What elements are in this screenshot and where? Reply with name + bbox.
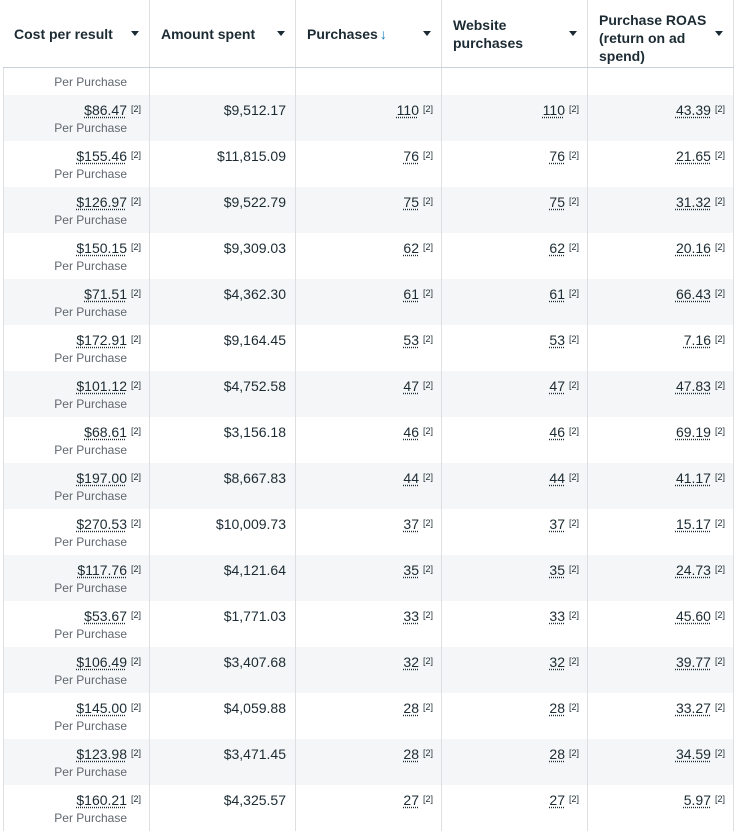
website-purchases-value[interactable]: 44 xyxy=(549,470,565,486)
purchase-roas-value[interactable]: 47.83 xyxy=(675,378,711,394)
footnote-marker[interactable]: [2] xyxy=(568,288,579,298)
cost-per-result-value[interactable]: $155.46 xyxy=(76,148,127,164)
purchase-roas-cell xyxy=(588,279,734,325)
purchases-value[interactable]: 35 xyxy=(403,562,419,578)
amount-spent-value: $1,771.03 xyxy=(223,608,286,624)
footnote-marker[interactable]: [2] xyxy=(568,196,579,206)
amount-spent-cell xyxy=(150,325,296,371)
purchases-cell xyxy=(296,95,442,141)
website-purchases-cell xyxy=(442,463,588,509)
cost-per-result-value[interactable]: $172.91 xyxy=(76,332,127,348)
footnote-marker[interactable]: [2] xyxy=(422,334,433,344)
footnote-marker[interactable]: [2] xyxy=(422,656,433,666)
amount-spent-cell xyxy=(150,693,296,739)
amount-spent-cell xyxy=(150,739,296,785)
amount-spent-value: $9,512.17 xyxy=(223,102,286,118)
result-type-label: Per Purchase xyxy=(54,673,127,687)
website-purchases-cell xyxy=(442,693,588,739)
cost-per-result-cell xyxy=(3,555,150,601)
cost-per-result-cell xyxy=(3,325,150,371)
footnote-marker[interactable]: [2] xyxy=(568,748,579,758)
footnote-marker[interactable]: [2] xyxy=(714,748,725,758)
website-purchases-value[interactable]: 33 xyxy=(549,608,565,624)
purchases-cell xyxy=(296,417,442,463)
footnote-marker[interactable]: [2] xyxy=(714,380,725,390)
cost-per-result-value[interactable]: $270.53 xyxy=(76,516,127,532)
purchase-roas-cell xyxy=(588,371,734,417)
table-row[interactable] xyxy=(3,279,734,325)
result-type-label: Per Purchase xyxy=(54,305,127,319)
purchase-roas-cell xyxy=(588,141,734,187)
cost-per-result-cell xyxy=(3,233,150,279)
footnote-marker[interactable]: [2] xyxy=(568,380,579,390)
footnote-marker[interactable]: [2] xyxy=(714,656,725,666)
table-row[interactable] xyxy=(3,785,734,831)
cost-per-result-cell xyxy=(3,95,150,141)
purchase-roas-value[interactable]: 43.39 xyxy=(675,102,711,118)
chevron-down-icon[interactable] xyxy=(423,31,431,36)
column-header-label: Cost per result xyxy=(14,26,113,42)
purchases-value[interactable]: 47 xyxy=(403,378,419,394)
website-purchases-value[interactable]: 61 xyxy=(549,286,565,302)
table-row[interactable] xyxy=(3,509,734,555)
cost-per-result-value[interactable]: $145.00 xyxy=(76,700,127,716)
footnote-marker[interactable]: [2] xyxy=(714,472,725,482)
amount-spent-cell xyxy=(150,555,296,601)
column-header-label-line2: purchases xyxy=(453,35,524,51)
cost-per-result-value[interactable]: $117.76 xyxy=(77,562,127,578)
amount-spent-value: $3,407.68 xyxy=(223,654,286,670)
website-purchases-cell xyxy=(442,279,588,325)
table-row[interactable] xyxy=(3,555,734,601)
table-header xyxy=(3,0,734,68)
footnote-marker[interactable]: [2] xyxy=(714,196,725,206)
table-row[interactable] xyxy=(3,95,734,141)
footnote-marker[interactable]: [2] xyxy=(130,518,141,528)
column-header-label: Amount spent xyxy=(161,26,256,42)
result-type-label: Per Purchase xyxy=(54,627,127,641)
purchase-roas-cell xyxy=(588,739,734,785)
footnote-marker[interactable]: [2] xyxy=(130,656,141,666)
cost-per-result-value[interactable]: $71.51 xyxy=(84,286,127,302)
result-type-label: Per Purchase xyxy=(54,167,127,181)
website-purchases-value[interactable]: 32 xyxy=(549,654,565,670)
purchase-roas-cell xyxy=(588,601,734,647)
footnote-marker[interactable]: [2] xyxy=(130,380,141,390)
result-type-label: Per Purchase xyxy=(54,535,127,549)
purchases-cell xyxy=(296,187,442,233)
footnote-marker[interactable]: [2] xyxy=(130,334,141,344)
purchase-roas-cell xyxy=(588,95,734,141)
purchase-roas-value[interactable]: 15.17 xyxy=(675,516,711,532)
cost-per-result-cell xyxy=(3,739,150,785)
table-body xyxy=(3,68,734,831)
website-purchases-cell xyxy=(442,785,588,831)
purchase-roas-cell xyxy=(588,509,734,555)
purchases-cell xyxy=(296,555,442,601)
purchases-value[interactable]: 75 xyxy=(403,194,419,210)
column-header-purchase-roas[interactable] xyxy=(588,0,734,67)
purchase-roas-cell xyxy=(588,187,734,233)
purchase-roas-cell xyxy=(588,417,734,463)
purchases-cell xyxy=(296,647,442,693)
amount-spent-value: $3,471.45 xyxy=(223,746,286,762)
column-header-label-line1: Website xyxy=(453,17,507,33)
cost-per-result-cell xyxy=(3,785,150,831)
website-purchases-cell xyxy=(442,739,588,785)
cost-per-result-cell xyxy=(3,417,150,463)
website-purchases-cell xyxy=(442,371,588,417)
footnote-marker[interactable]: [2] xyxy=(422,564,433,574)
table-row[interactable] xyxy=(3,68,734,95)
cost-per-result-value[interactable]: $197.00 xyxy=(76,470,127,486)
website-purchases-value[interactable]: 110 xyxy=(542,102,565,118)
column-header-purchases[interactable] xyxy=(296,0,442,67)
purchase-roas-value[interactable]: 66.43 xyxy=(675,286,711,302)
footnote-marker[interactable]: [2] xyxy=(568,150,579,160)
footnote-marker[interactable]: [2] xyxy=(130,242,141,252)
result-type-label: Per Purchase xyxy=(54,259,127,273)
purchases-value[interactable]: 61 xyxy=(403,286,419,302)
chevron-down-icon[interactable] xyxy=(277,31,285,36)
table-row[interactable] xyxy=(3,141,734,187)
purchase-roas-cell xyxy=(588,233,734,279)
amount-spent-cell xyxy=(150,187,296,233)
footnote-marker[interactable]: [2] xyxy=(422,518,433,528)
purchases-cell xyxy=(296,739,442,785)
cost-per-result-value[interactable]: $68.61 xyxy=(84,424,127,440)
purchases-value[interactable]: 53 xyxy=(403,332,419,348)
amount-spent-value: $9,522.79 xyxy=(223,194,286,210)
footnote-marker[interactable]: [2] xyxy=(130,426,141,436)
footnote-marker[interactable]: [2] xyxy=(714,334,725,344)
amount-spent-value: $4,752.58 xyxy=(223,378,286,394)
result-type-label: Per Purchase xyxy=(54,489,127,503)
cost-per-result-value[interactable]: $123.98 xyxy=(76,746,127,762)
footnote-marker[interactable]: [2] xyxy=(422,104,433,114)
column-header-cost-per-result[interactable] xyxy=(3,0,150,67)
amount-spent-value: $11,815.09 xyxy=(216,148,286,164)
footnote-marker[interactable]: [2] xyxy=(714,702,725,712)
website-purchases-cell xyxy=(442,187,588,233)
cost-per-result-value[interactable]: $150.15 xyxy=(76,240,127,256)
cost-per-result-value[interactable]: $101.12 xyxy=(76,378,127,394)
amount-spent-cell xyxy=(150,509,296,555)
purchase-roas-cell xyxy=(588,463,734,509)
footnote-marker[interactable]: [2] xyxy=(714,794,725,804)
purchases-cell xyxy=(296,693,442,739)
cost-per-result-value[interactable]: $160.21 xyxy=(76,792,127,808)
table-row[interactable] xyxy=(3,693,734,739)
purchase-roas-value[interactable]: 5.97 xyxy=(683,792,711,808)
table-row[interactable] xyxy=(3,325,734,371)
purchases-value[interactable]: 76 xyxy=(403,148,419,164)
cost-per-result-cell xyxy=(3,141,150,187)
purchases-cell xyxy=(296,141,442,187)
footnote-marker[interactable]: [2] xyxy=(130,288,141,298)
purchases-value[interactable]: 44 xyxy=(403,470,419,486)
purchases-value[interactable]: 110 xyxy=(396,102,419,118)
amount-spent-cell xyxy=(150,95,296,141)
footnote-marker[interactable]: [2] xyxy=(568,104,579,114)
column-header-amount-spent[interactable] xyxy=(150,0,296,67)
amount-spent-value: $4,059.88 xyxy=(223,700,286,716)
website-purchases-value[interactable]: 76 xyxy=(549,148,565,164)
purchase-roas-value[interactable]: 20.16 xyxy=(675,240,711,256)
purchases-cell xyxy=(296,785,442,831)
footnote-marker[interactable]: [2] xyxy=(130,472,141,482)
footnote-marker[interactable]: [2] xyxy=(568,518,579,528)
footnote-marker[interactable]: [2] xyxy=(130,564,141,574)
website-purchases-cell xyxy=(442,601,588,647)
result-type-label: Per Purchase xyxy=(54,581,127,595)
table-row[interactable] xyxy=(3,739,734,785)
result-type-label: Per Purchase xyxy=(54,811,127,825)
chevron-down-icon[interactable] xyxy=(715,31,723,36)
footnote-marker[interactable]: [2] xyxy=(568,702,579,712)
website-purchases-value[interactable]: 75 xyxy=(549,194,565,210)
table-row[interactable] xyxy=(3,647,734,693)
footnote-marker[interactable]: [2] xyxy=(130,610,141,620)
cost-per-result-cell xyxy=(3,279,150,325)
website-purchases-cell xyxy=(442,233,588,279)
cost-per-result-value[interactable]: $126.97 xyxy=(76,194,127,210)
footnote-marker[interactable]: [2] xyxy=(568,426,579,436)
footnote-marker[interactable]: [2] xyxy=(568,472,579,482)
footnote-marker[interactable]: [2] xyxy=(130,196,141,206)
amount-spent-value: $9,164.45 xyxy=(223,332,286,348)
amount-spent-cell xyxy=(150,785,296,831)
website-purchases-cell xyxy=(442,141,588,187)
footnote-marker[interactable]: [2] xyxy=(130,104,141,114)
footnote-marker[interactable]: [2] xyxy=(568,610,579,620)
amount-spent-cell xyxy=(150,647,296,693)
website-purchases-value[interactable]: 47 xyxy=(549,378,565,394)
ads-results-table xyxy=(3,0,734,831)
purchases-cell xyxy=(296,325,442,371)
footnote-marker[interactable]: [2] xyxy=(714,242,725,252)
column-header-label-line3: spend) xyxy=(599,48,645,64)
website-purchases-cell xyxy=(442,647,588,693)
amount-spent-value: $10,009.73 xyxy=(215,516,286,532)
amount-spent-value: $4,362.30 xyxy=(223,286,286,302)
result-type-label: Per Purchase xyxy=(54,443,127,457)
result-type-label: Per Purchase xyxy=(54,719,127,733)
footnote-marker[interactable]: [2] xyxy=(130,748,141,758)
footnote-marker[interactable]: [2] xyxy=(714,610,725,620)
cost-per-result-cell xyxy=(3,647,150,693)
footnote-marker[interactable]: [2] xyxy=(422,150,433,160)
footnote-marker[interactable]: [2] xyxy=(422,472,433,482)
footnote-marker[interactable]: [2] xyxy=(422,288,433,298)
purchase-roas-cell xyxy=(588,785,734,831)
purchase-roas-cell xyxy=(588,555,734,601)
purchase-roas-value[interactable]: 41.17 xyxy=(675,470,711,486)
amount-spent-value: $4,325.57 xyxy=(223,792,286,808)
amount-spent-value: $3,156.18 xyxy=(223,424,286,440)
table-row[interactable] xyxy=(3,417,734,463)
footnote-marker[interactable]: [2] xyxy=(714,518,725,528)
cost-per-result-cell xyxy=(3,463,150,509)
footnote-marker[interactable]: [2] xyxy=(130,150,141,160)
footnote-marker[interactable]: [2] xyxy=(714,426,725,436)
website-purchases-cell xyxy=(442,95,588,141)
result-type-label: Per Purchase xyxy=(54,351,127,365)
cost-per-result-value[interactable]: $86.47 xyxy=(84,102,127,118)
column-header-label-line2: (return on ad xyxy=(599,30,686,46)
amount-spent-cell xyxy=(150,279,296,325)
purchases-value[interactable]: 32 xyxy=(403,654,419,670)
footnote-marker[interactable]: [2] xyxy=(422,748,433,758)
column-header-label: Purchases xyxy=(307,26,378,42)
purchase-roas-value[interactable]: 69.19 xyxy=(675,424,711,440)
purchases-cell xyxy=(296,279,442,325)
chevron-down-icon[interactable] xyxy=(131,31,139,36)
footnote-marker[interactable]: [2] xyxy=(714,150,725,160)
purchases-cell xyxy=(296,601,442,647)
purchase-roas-cell xyxy=(588,325,734,371)
footnote-marker[interactable]: [2] xyxy=(130,794,141,804)
footnote-marker[interactable]: [2] xyxy=(568,334,579,344)
cost-per-result-value[interactable]: $53.67 xyxy=(84,608,127,624)
website-purchases-cell xyxy=(442,325,588,371)
cost-per-result-cell xyxy=(3,371,150,417)
table-row[interactable] xyxy=(3,187,734,233)
footnote-marker[interactable]: [2] xyxy=(714,104,725,114)
website-purchases-value[interactable]: 62 xyxy=(549,240,565,256)
table-row[interactable] xyxy=(3,601,734,647)
website-purchases-value[interactable]: 27 xyxy=(549,792,565,808)
footnote-marker[interactable]: [2] xyxy=(422,702,433,712)
footnote-marker[interactable]: [2] xyxy=(714,288,725,298)
footnote-marker[interactable]: [2] xyxy=(568,242,579,252)
cost-per-result-cell xyxy=(3,509,150,555)
website-purchases-value[interactable]: 37 xyxy=(549,516,565,532)
purchases-value[interactable]: 46 xyxy=(403,424,419,440)
purchase-roas-value[interactable]: 7.16 xyxy=(683,332,711,348)
purchases-value[interactable]: 37 xyxy=(403,516,419,532)
footnote-marker[interactable]: [2] xyxy=(130,702,141,712)
sort-descending-icon[interactable]: ↓ xyxy=(379,26,387,42)
website-purchases-cell xyxy=(442,555,588,601)
footnote-marker[interactable]: [2] xyxy=(422,426,433,436)
cost-per-result-cell xyxy=(3,693,150,739)
cost-per-result-cell xyxy=(3,187,150,233)
amount-spent-cell xyxy=(150,463,296,509)
purchases-value[interactable]: 33 xyxy=(403,608,419,624)
website-purchases-value[interactable]: 53 xyxy=(549,332,565,348)
purchases-value[interactable]: 28 xyxy=(403,746,419,762)
amount-spent-cell xyxy=(150,601,296,647)
purchase-roas-value[interactable]: 31.32 xyxy=(675,194,711,210)
purchases-value[interactable]: 62 xyxy=(403,240,419,256)
column-header-label-line1: Purchase ROAS xyxy=(599,12,707,28)
footnote-marker[interactable]: [2] xyxy=(422,380,433,390)
footnote-marker[interactable]: [2] xyxy=(568,794,579,804)
purchase-roas-value[interactable]: 45.60 xyxy=(675,608,711,624)
purchase-roas-value[interactable]: 21.65 xyxy=(675,148,711,164)
footnote-marker[interactable]: [2] xyxy=(422,610,433,620)
result-type-label: Per Purchase xyxy=(54,75,127,89)
table-row[interactable] xyxy=(3,463,734,509)
website-purchases-value[interactable]: 28 xyxy=(549,700,565,716)
purchases-cell xyxy=(296,371,442,417)
website-purchases-value[interactable]: 28 xyxy=(549,746,565,762)
purchase-roas-value[interactable]: 34.59 xyxy=(675,746,711,762)
result-type-label: Per Purchase xyxy=(54,397,127,411)
purchases-value[interactable]: 28 xyxy=(403,700,419,716)
website-purchases-cell xyxy=(442,509,588,555)
cost-per-result-cell xyxy=(3,601,150,647)
footnote-marker[interactable]: [2] xyxy=(568,564,579,574)
result-type-label: Per Purchase xyxy=(54,765,127,779)
amount-spent-value: $9,309.03 xyxy=(223,240,286,256)
footnote-marker[interactable]: [2] xyxy=(568,656,579,666)
amount-spent-value: $8,667.83 xyxy=(223,470,286,486)
chevron-down-icon[interactable] xyxy=(569,31,577,36)
purchase-roas-value[interactable]: 39.77 xyxy=(675,654,711,670)
result-type-label: Per Purchase xyxy=(54,213,127,227)
footnote-marker[interactable]: [2] xyxy=(422,794,433,804)
purchases-cell xyxy=(296,233,442,279)
purchase-roas-cell xyxy=(588,647,734,693)
amount-spent-cell xyxy=(150,417,296,463)
website-purchases-cell xyxy=(442,417,588,463)
amount-spent-value: $4,121.64 xyxy=(223,562,286,578)
amount-spent-cell xyxy=(150,233,296,279)
purchases-value[interactable]: 27 xyxy=(403,792,419,808)
footnote-marker[interactable]: [2] xyxy=(422,196,433,206)
cost-per-result-value[interactable]: $106.49 xyxy=(76,654,127,670)
amount-spent-cell xyxy=(150,371,296,417)
purchase-roas-value[interactable]: 24.73 xyxy=(675,562,711,578)
amount-spent-cell xyxy=(150,141,296,187)
table-row[interactable] xyxy=(3,371,734,417)
purchase-roas-cell xyxy=(588,693,734,739)
column-header-website-purchases[interactable] xyxy=(442,0,588,67)
footnote-marker[interactable]: [2] xyxy=(714,564,725,574)
table-row[interactable] xyxy=(3,233,734,279)
purchases-cell xyxy=(296,463,442,509)
purchase-roas-value[interactable]: 33.27 xyxy=(675,700,711,716)
footnote-marker[interactable]: [2] xyxy=(422,242,433,252)
website-purchases-value[interactable]: 35 xyxy=(549,562,565,578)
purchases-cell xyxy=(296,509,442,555)
result-type-label: Per Purchase xyxy=(54,121,127,135)
website-purchases-value[interactable]: 46 xyxy=(549,424,565,440)
